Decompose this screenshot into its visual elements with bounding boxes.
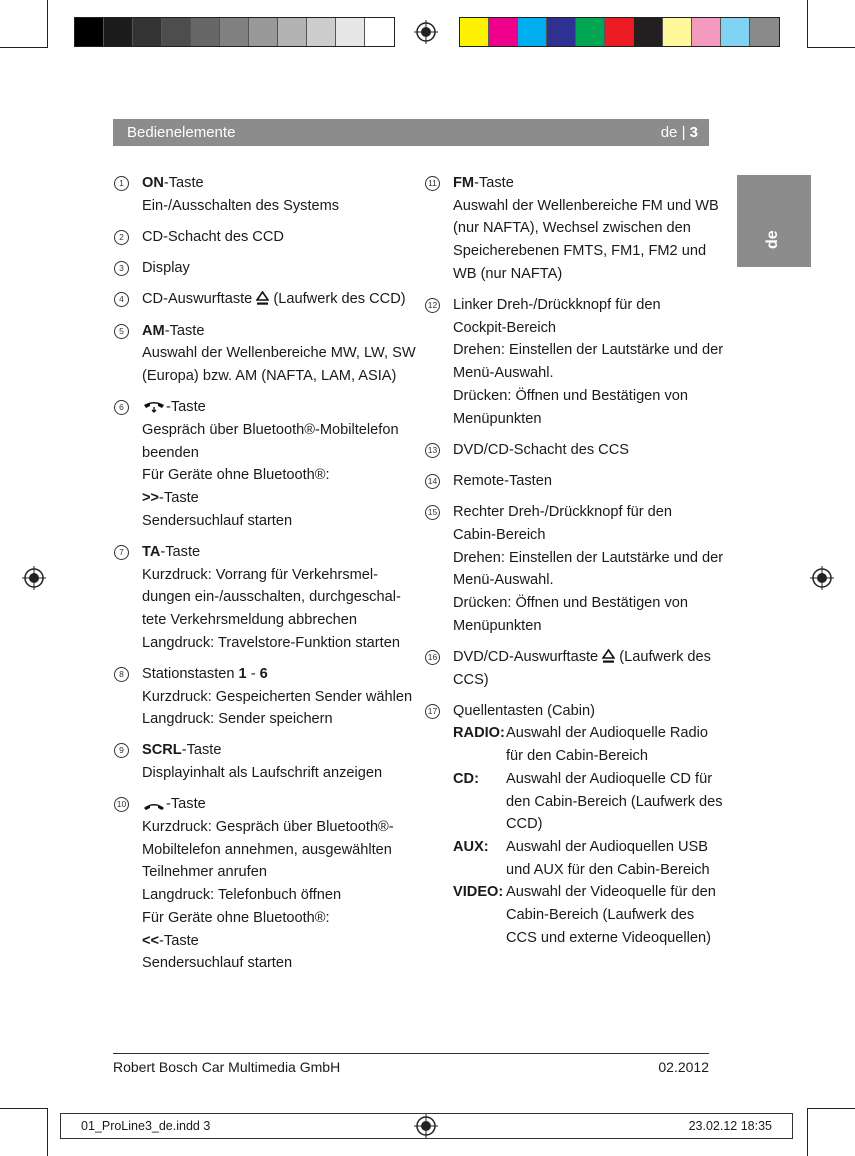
text-line: (nur NAFTA), Wechsel zwischen den bbox=[453, 220, 691, 237]
key-label: >> bbox=[142, 489, 160, 506]
text-line: Auswahl der Audioquelle Radio bbox=[506, 725, 709, 742]
source-row bbox=[453, 768, 723, 836]
text-line: tete Verkehrsmeldung abbrechen bbox=[142, 611, 357, 628]
text-line: CD-Auswurftaste (Laufwerk des CCD) bbox=[142, 291, 406, 308]
text-line: Kurzdruck: Vorrang für Verkehrsmel- bbox=[142, 566, 379, 583]
legend-item bbox=[114, 320, 416, 388]
text-line: AM-Taste bbox=[142, 322, 205, 339]
text-line: CCS) bbox=[453, 671, 489, 688]
item-number: 3 bbox=[114, 261, 129, 276]
legend-item bbox=[114, 663, 413, 731]
source-key: CD: bbox=[453, 770, 479, 787]
crop-mark bbox=[47, 0, 48, 48]
text-line: Auswahl der Videoquelle für den bbox=[506, 884, 716, 901]
registration-mark-icon bbox=[22, 566, 46, 590]
right-column bbox=[425, 172, 724, 958]
text-line: Ein-/Ausschalten des Systems bbox=[142, 197, 340, 214]
legend-item bbox=[114, 739, 404, 784]
text-line: CCD) bbox=[506, 816, 543, 833]
color-swatch bbox=[104, 18, 133, 46]
color-swatch bbox=[460, 18, 489, 46]
text-line: SCRL-Taste bbox=[142, 742, 222, 759]
key-label: 6 bbox=[259, 665, 268, 682]
text-line: <<-Taste bbox=[142, 932, 199, 949]
item-number: 16 bbox=[425, 650, 440, 665]
text-line: Speicherebenen FMTS, FM1, FM2 und bbox=[453, 243, 707, 260]
footer-rule bbox=[113, 1053, 709, 1054]
color-swatch bbox=[365, 18, 394, 46]
color-swatch bbox=[663, 18, 692, 46]
crop-mark bbox=[807, 1108, 808, 1156]
text-line: Displayinhalt als Laufschrift anzeigen bbox=[142, 765, 383, 782]
key-label: 1 bbox=[238, 665, 247, 682]
source-key: RADIO: bbox=[453, 725, 505, 742]
item-number: 11 bbox=[425, 176, 440, 191]
text-line: Drehen: Einstellen der Lautstärke und der bbox=[453, 342, 724, 359]
item-number: 5 bbox=[114, 324, 129, 339]
legend-item bbox=[114, 172, 404, 217]
legend-item bbox=[425, 700, 723, 950]
item-number: 17 bbox=[425, 704, 440, 719]
text-line: Auswahl der Audioquellen USB bbox=[506, 838, 709, 855]
crop-mark bbox=[47, 1108, 48, 1156]
color-swatch bbox=[692, 18, 721, 46]
color-swatch bbox=[75, 18, 104, 46]
text-line: Menü-Auswahl. bbox=[453, 572, 554, 589]
item-number: 14 bbox=[425, 474, 440, 489]
color-swatch bbox=[605, 18, 634, 46]
language-tab: de bbox=[737, 175, 811, 267]
crop-mark bbox=[807, 0, 808, 48]
item-number: 15 bbox=[425, 505, 440, 520]
text-line: CCS und externe Videoquellen) bbox=[506, 929, 711, 946]
item-number: 13 bbox=[425, 443, 440, 458]
legend-item bbox=[425, 501, 724, 637]
phone-hangup-icon bbox=[142, 400, 166, 414]
legend-item bbox=[425, 470, 715, 493]
key-label: AM bbox=[142, 322, 165, 339]
item-number: 9 bbox=[114, 743, 129, 758]
legend-item bbox=[425, 439, 715, 462]
key-label: TA bbox=[142, 543, 161, 560]
text-line: Cabin-Bereich bbox=[453, 526, 546, 543]
source-key: VIDEO: bbox=[453, 884, 504, 901]
text-line: Für Geräte ohne Bluetooth®: bbox=[142, 467, 330, 484]
text-line: beenden bbox=[142, 444, 199, 461]
legend-item bbox=[425, 172, 719, 286]
text-line: Kurzdruck: Gespräch über Bluetooth®- bbox=[142, 819, 394, 836]
slug-file: 01_ProLine3_de.indd 3 bbox=[81, 1119, 211, 1133]
text-line: Langdruck: Travelstore-Funktion starten bbox=[142, 634, 400, 651]
legend-item bbox=[114, 288, 404, 311]
item-number: 7 bbox=[114, 545, 129, 560]
color-swatch bbox=[191, 18, 220, 46]
text-line: Kurzdruck: Gespeicherten Sender wählen bbox=[142, 688, 413, 705]
text-line: CD-Schacht des CCD bbox=[142, 228, 284, 245]
item-number: 12 bbox=[425, 298, 440, 313]
text-line: -Taste bbox=[142, 396, 404, 419]
color-swatch bbox=[547, 18, 576, 46]
item-number: 10 bbox=[114, 797, 129, 812]
legend-item bbox=[114, 257, 404, 280]
footer-company: Robert Bosch Car Multimedia GmbH bbox=[113, 1059, 341, 1075]
text-line: Sendersuchlauf starten bbox=[142, 955, 293, 972]
text-line: TA-Taste bbox=[142, 543, 201, 560]
text-line: ON-Taste bbox=[142, 175, 204, 191]
print-slug bbox=[60, 1113, 793, 1139]
text-line: Display bbox=[142, 260, 190, 277]
source-row bbox=[453, 722, 715, 767]
gray-color-bar bbox=[74, 17, 395, 47]
text-line: Sendersuchlauf starten bbox=[142, 512, 293, 529]
color-swatch bbox=[307, 18, 336, 46]
text-line: -Taste bbox=[142, 793, 404, 816]
legend-item bbox=[114, 226, 404, 249]
color-swatch bbox=[278, 18, 307, 46]
text-line: Langdruck: Sender speichern bbox=[142, 711, 333, 728]
source-row bbox=[453, 836, 715, 881]
section-title: Bedienelemente bbox=[127, 124, 236, 141]
text-line: Auswahl der Wellenbereiche FM und WB bbox=[453, 197, 719, 214]
text-line: Gespräch über Bluetooth®-Mobiltelefon bbox=[142, 421, 399, 438]
text-line: Auswahl der Audioquelle CD für bbox=[506, 770, 713, 787]
left-column bbox=[114, 172, 416, 984]
color-swatch bbox=[721, 18, 750, 46]
registration-mark-icon bbox=[414, 20, 438, 44]
legend-item bbox=[114, 793, 404, 975]
crop-mark bbox=[0, 1108, 48, 1109]
source-desc bbox=[506, 881, 716, 949]
item-number: 8 bbox=[114, 667, 129, 682]
crop-mark bbox=[0, 47, 48, 48]
color-swatch bbox=[518, 18, 547, 46]
color-swatch bbox=[750, 18, 779, 46]
eject-icon bbox=[602, 649, 615, 665]
text-line: DVD/CD-Schacht des CCS bbox=[453, 441, 629, 458]
crop-mark bbox=[807, 1108, 855, 1109]
eject-icon bbox=[256, 291, 269, 307]
text-line: Menüpunkten bbox=[453, 410, 542, 427]
page-header bbox=[113, 119, 709, 146]
item-number: 6 bbox=[114, 400, 129, 415]
text-line: Cabin-Bereich (Laufwerk des bbox=[506, 907, 695, 924]
text-line: FM-Taste bbox=[453, 175, 514, 191]
registration-mark-icon bbox=[810, 566, 834, 590]
text-line: den Cabin-Bereich (Laufwerk des bbox=[506, 793, 723, 810]
key-label: SCRL bbox=[142, 742, 182, 759]
text-line: Quellentasten (Cabin) bbox=[453, 702, 595, 719]
legend-item bbox=[425, 646, 715, 691]
phone-pickup-icon bbox=[142, 798, 166, 812]
process-color-bar bbox=[459, 17, 780, 47]
text-line: >>-Taste bbox=[142, 489, 199, 506]
text-line: Drücken: Öffnen und Bestätigen von bbox=[453, 387, 689, 404]
legend-item bbox=[425, 294, 724, 430]
slug-datetime: 23.02.12 18:35 bbox=[688, 1119, 772, 1133]
text-line: Menüpunkten bbox=[453, 617, 542, 634]
text-line: Mobiltelefon annehmen, ausgewählten bbox=[142, 841, 392, 858]
text-line: Stationstasten 1 - 6 bbox=[142, 665, 268, 682]
text-line: Remote-Tasten bbox=[453, 472, 552, 489]
source-desc bbox=[506, 722, 715, 767]
text-line: dungen ein-/ausschalten, durchgeschal- bbox=[142, 589, 401, 606]
source-row bbox=[453, 881, 715, 949]
text-line: Cockpit-Bereich bbox=[453, 319, 557, 336]
text-line: DVD/CD-Auswurftaste (Laufwerk des bbox=[453, 648, 711, 665]
item-number: 1 bbox=[114, 176, 129, 191]
source-key: AUX: bbox=[453, 838, 489, 855]
item-number: 4 bbox=[114, 292, 129, 307]
text-line: Drehen: Einstellen der Lautstärke und der bbox=[453, 549, 724, 566]
text-line: Für Geräte ohne Bluetooth®: bbox=[142, 909, 330, 926]
key-label: FM bbox=[453, 175, 475, 191]
item-number: 2 bbox=[114, 230, 129, 245]
key-label: << bbox=[142, 932, 160, 949]
text-line: WB (nur NAFTA) bbox=[453, 265, 563, 282]
crop-mark bbox=[807, 47, 855, 48]
text-line: für den Cabin-Bereich bbox=[506, 748, 648, 765]
source-desc bbox=[506, 768, 723, 836]
text-line: Langdruck: Telefonbuch öffnen bbox=[142, 887, 342, 904]
key-label: ON bbox=[142, 175, 164, 191]
color-swatch bbox=[336, 18, 365, 46]
text-line: (Europa) bzw. AM (NAFTA, LAM, ASIA) bbox=[142, 367, 397, 384]
text-line: Menü-Auswahl. bbox=[453, 365, 554, 382]
text-line: Linker Dreh-/Drückknopf für den bbox=[453, 297, 661, 314]
color-swatch bbox=[249, 18, 278, 46]
text-line: und AUX für den Cabin-Bereich bbox=[506, 861, 710, 878]
color-swatch bbox=[576, 18, 605, 46]
page-number: de | 3 bbox=[660, 124, 698, 141]
text-line: Teilnehmer anrufen bbox=[142, 864, 267, 881]
text-line: Drücken: Öffnen und Bestätigen von bbox=[453, 594, 689, 611]
color-swatch bbox=[634, 18, 663, 46]
color-swatch bbox=[489, 18, 518, 46]
legend-item bbox=[114, 541, 404, 655]
text-line: Auswahl der Wellenbereiche MW, LW, SW bbox=[142, 345, 416, 362]
color-swatch bbox=[162, 18, 191, 46]
footer-date: 02.2012 bbox=[658, 1059, 709, 1075]
text-line: Rechter Dreh-/Drückknopf für den bbox=[453, 504, 672, 521]
color-swatch bbox=[133, 18, 162, 46]
source-desc bbox=[506, 836, 715, 881]
color-swatch bbox=[220, 18, 249, 46]
legend-item bbox=[114, 396, 404, 532]
